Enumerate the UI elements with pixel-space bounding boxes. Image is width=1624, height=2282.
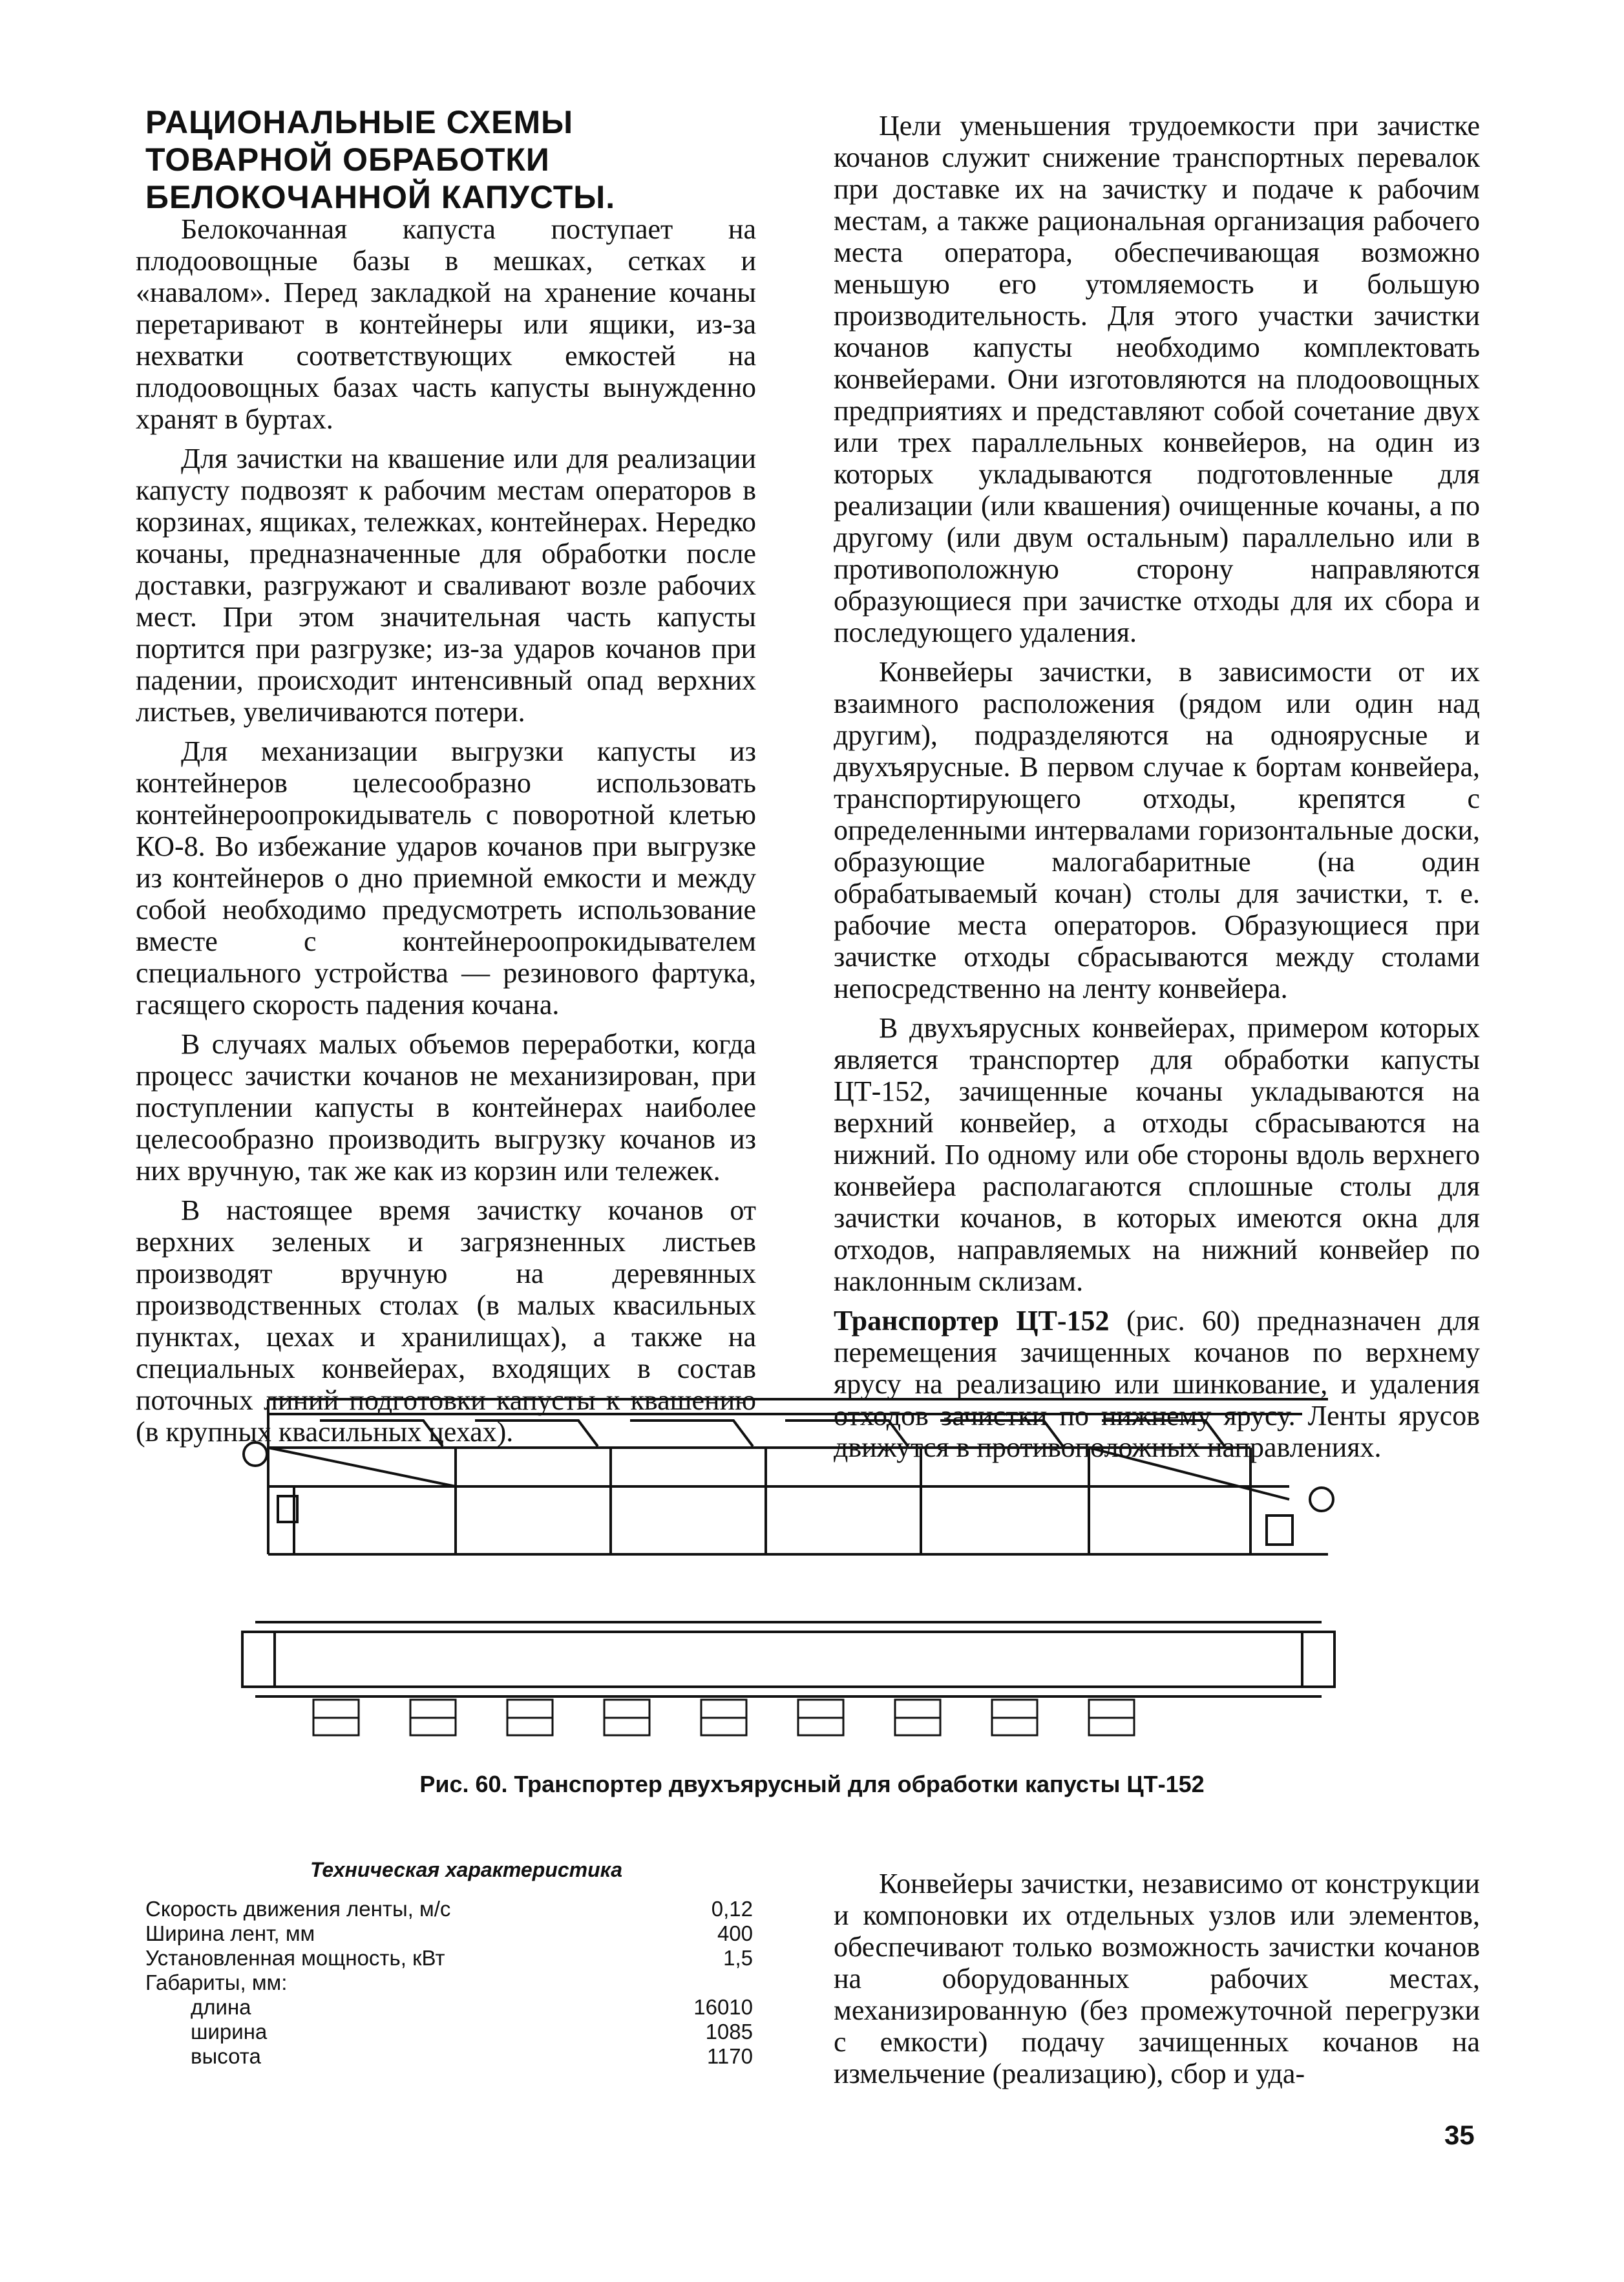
- figure-caption: Рис. 60. Транспортер двухъярусный для обработки капусты ЦТ-152: [419, 1771, 1205, 1797]
- conveyor-side-view: [244, 1399, 1333, 1554]
- left-column: [136, 213, 756, 1455]
- table-row: [145, 1946, 766, 1970]
- page-title: РАЦИОНАЛЬНЫЕ СХЕМЫ ТОВАРНОЙ ОБРАБОТКИ БЕЛОКОЧАННОЙ КАПУСТЫ.: [145, 104, 616, 215]
- paragraph: В настоящее время зачистку кочанов от верхних зеленых и загрязненных листьев производят вручную на деревянных производственных столах (в малых квасильных пунктах, цехах и хранилищах), а также на специальных конвейерах, входящих в состав поточных линий подготовки капусты к квашению (в крупных квасильных цехах).: [136, 1194, 756, 1448]
- table-row: [145, 2044, 766, 2069]
- table-row: [145, 2020, 766, 2044]
- paragraph: Конвейеры зачистки, в зависимости от их взаимного расположения (рядом или один над другим), подразделяются на одноярусные и двухъярусные. В первом случае к бортам конвейера, транспортирующего отходы, крепятся с определенными интервалами горизонтальные доски, образующие малогабаритные (на один обрабатываемый кочан) столы для зачистки, т. е. рабочие места операторов. Образующиеся при зачистке отходы сбрасываются между столами непосредственно на ленту конвейера.: [834, 656, 1480, 1004]
- right-column-bottom: [834, 1868, 1480, 2097]
- paragraph: В двухъярусных конвейерах, примером которых является транспортер для обработки капусты ЦТ-152, зачищенные кочаны укладываются на верхний конвейер, а отходы сбрасываются на нижний. По одному или обе стороны вдоль верхнего конвейера располагаются сплошные столы для зачистки кочанов, в которых имеются окна для отходов, направляемых на нижний конвейер по наклонным склизам.: [834, 1012, 1480, 1297]
- spec-value: 400: [717, 1921, 753, 1945]
- spec-value: 0,12: [711, 1897, 753, 1921]
- conveyor-plan-view: [242, 1622, 1334, 1735]
- table-row: [145, 1921, 766, 1946]
- transporter-lead: Транспортер ЦТ-152: [834, 1305, 1110, 1336]
- conveyor-drawing: [229, 1383, 1347, 1745]
- spec-label: Скорость движения ленты, м/с: [145, 1897, 451, 1921]
- spec-label: Установленная мощность, кВт: [145, 1946, 445, 1970]
- table-row: [145, 1970, 766, 1995]
- paragraph: В случаях малых объемов переработки, когда процесс зачистки кочанов не механизирован, при поступлении капусты в контейнерах наиболее целесообразно производить выгрузку кочанов из них вручную, так же как из корзин или тележек.: [136, 1028, 756, 1187]
- spec-label: Ширина лент, мм: [145, 1921, 315, 1945]
- spec-label: ширина: [191, 2020, 268, 2044]
- spec-value: [624, 1970, 766, 1995]
- spec-label: Габариты, мм:: [145, 1970, 288, 1994]
- paragraph: Конвейеры зачистки, независимо от конструкции и компоновки их отдельных узлов или элементов, обеспечивают только возможность зачистки кочанов на оборудованных рабочих местах, механизированную (без промежуточной перегрузки с емкости) подачу зачищенных кочанов на измельчение (реализацию), сбор и уда-: [834, 1868, 1480, 2089]
- page-number: 35: [1444, 2120, 1475, 2150]
- paragraph: Цели уменьшения трудоемкости при зачистке кочанов служит снижение транспортных перевалок при доставке их на зачистку и подаче к рабочим местам, а также рациональная организация рабочего места оператора, обеспечивающая возможно меньшую его утомляемость и большую производительность. Для этого участки зачистки кочанов капусты необходимо комплектовать конвейерами. Они изготовляются на плодоовощных предприятиях и представляют собой сочетание двух или трех параллельных конвейеров, на один из которых укладываются подготовленные для реализации (или квашения) очищенные кочаны, а по другому (или двум остальным) параллельно или в противоположную сторону направляются образующиеся при зачистке отходы для их сбора и последующего удаления.: [834, 110, 1480, 648]
- spec-value: 16010: [693, 1995, 753, 2019]
- spec-label: длина: [191, 1995, 251, 2019]
- table-row: [145, 1897, 766, 1921]
- paragraph: Белокочанная капуста поступает на плодоовощные базы в мешках, сетках и «навалом». Перед закладкой на хранение кочаны перетаривают в контейнеры или ящики, из-за нехватки соответствующих емкостей на плодоовощных базах часть капусты вынужденно хранят в буртах.: [136, 213, 756, 435]
- paragraph: Для механизации выгрузки капусты из контейнеров целесообразно использовать контейнероопрокидыватель с поворотной клетью КО-8. Во избежание ударов кочанов при выгрузке из контейнеров о дно приемной емкости и между собой необходимо предусмотреть использование вместе с контейнероопрокидывателем специального устройства — резинового фартука, гасящего скорость падения кочана.: [136, 735, 756, 1020]
- tech-spec-title: Техническая характеристика: [310, 1858, 623, 1881]
- paragraph: Для зачистки на квашение или для реализации капусту подвозят к рабочим местам операторов в корзинах, ящиках, тележках, контейнерах. Нередко кочаны, предназначенные для обработки после доставки, разгружают и сваливают возле рабочих мест. При этом значительная часть капусты портится при разгрузке; из-за ударов кочанов при падении, происходит интенсивный опад верхних листьев, увеличиваются потери.: [136, 443, 756, 728]
- spec-value: 1085: [705, 2020, 753, 2044]
- transporter-text: (рис. 60) предназначен для перемещения зачищенных кочанов по верхнему ярусу на реализацию или шинкование, и удаления отходов зачистки по нижнему ярусу. Ленты ярусов движутся в противоположных направлениях.: [834, 1305, 1481, 1463]
- tech-spec-table: [145, 1897, 766, 2069]
- right-column: [834, 110, 1480, 1471]
- spec-value: 1,5: [723, 1946, 753, 1970]
- spec-value: 1170: [707, 2044, 753, 2068]
- table-row: [145, 1995, 766, 2020]
- spec-label: высота: [191, 2044, 261, 2068]
